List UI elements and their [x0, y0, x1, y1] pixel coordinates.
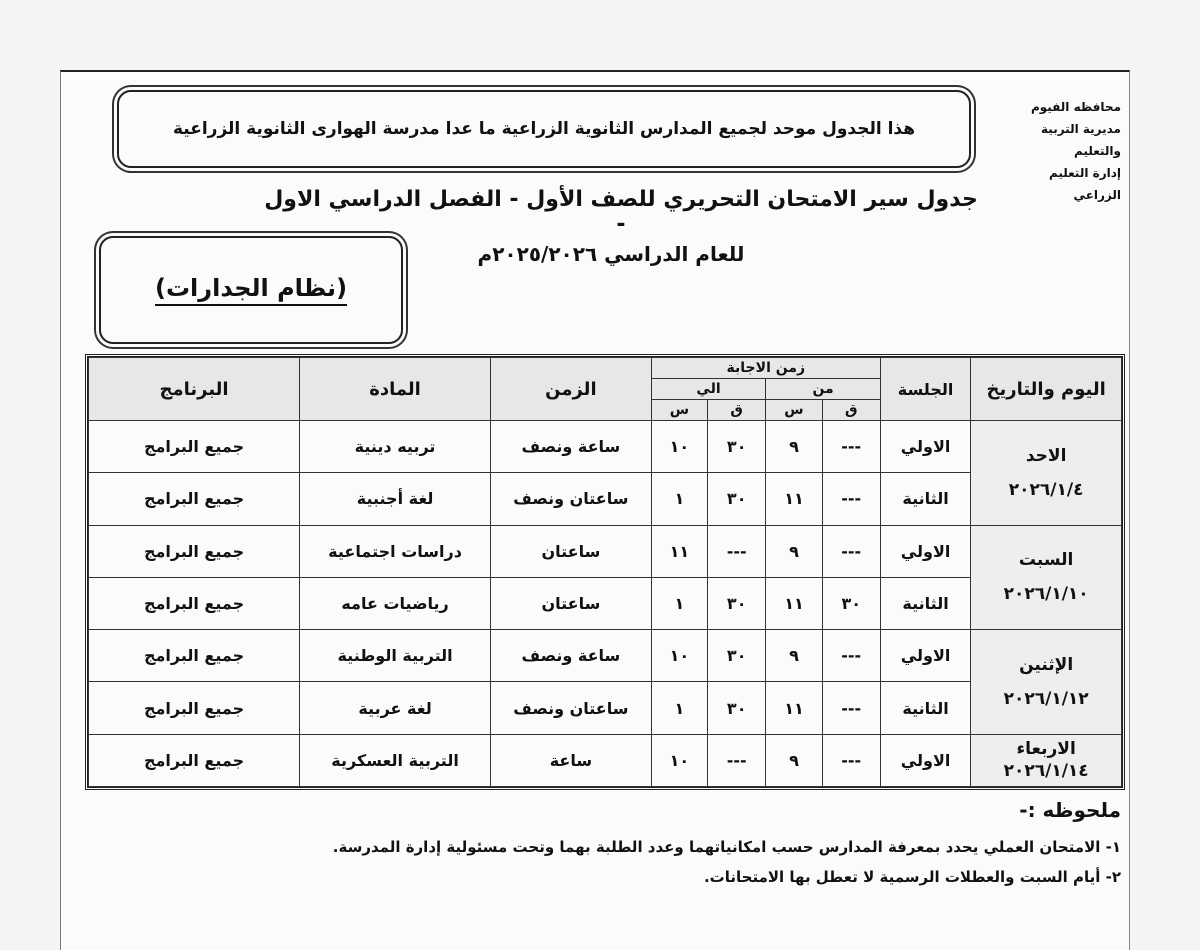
- notice-text: هذا الجدول موحد لجميع المدارس الثانوية الزراعية ما عدا مدرسة الهوارى الثانوية الزراعية: [172, 119, 916, 139]
- administration-label: إدارة التعليم الزراعي: [1048, 166, 1121, 202]
- from-minutes-cell: ---: [822, 630, 880, 682]
- to-hours-cell: ١: [651, 577, 707, 629]
- header-from-minutes: ق: [822, 400, 880, 421]
- system-label: (نظام الجدارات): [155, 274, 347, 306]
- to-hours-cell: ١٠: [651, 630, 707, 682]
- system-box: [99, 236, 403, 344]
- to-minutes-cell: ---: [708, 734, 766, 786]
- session-cell: الاولي: [880, 421, 970, 473]
- to-minutes-cell: ٣٠: [708, 421, 766, 473]
- program-cell: جميع البرامج: [89, 525, 300, 577]
- from-minutes-cell: ---: [822, 682, 880, 734]
- schedule-table: [88, 357, 1122, 787]
- table-row: [89, 421, 1122, 473]
- day-cell: [971, 525, 1122, 630]
- header-subject: المادة: [300, 358, 491, 421]
- subject-cell: التربية الوطنية: [300, 630, 491, 682]
- duration-cell: ساعتان: [491, 525, 652, 577]
- day-date: ٢٠٢٦/١/١٠: [1003, 584, 1089, 605]
- program-cell: جميع البرامج: [89, 734, 300, 786]
- day-cell: [971, 630, 1122, 735]
- from-hours-cell: ١١: [766, 682, 822, 734]
- day-cell: [971, 421, 1122, 526]
- to-hours-cell: ١: [651, 682, 707, 734]
- day-name: السبت: [1018, 550, 1074, 571]
- duration-cell: ساعتان ونصف: [491, 473, 652, 525]
- program-cell: جميع البرامج: [89, 577, 300, 629]
- directorate-label: مديرية التربية والتعليم: [1041, 122, 1121, 158]
- duration-cell: ساعة ونصف: [491, 421, 652, 473]
- header-program: البرنامج: [89, 358, 300, 421]
- session-cell: الثانية: [880, 577, 970, 629]
- from-minutes-cell: ---: [822, 525, 880, 577]
- table-row: [89, 734, 1122, 786]
- to-hours-cell: ١٠: [651, 734, 707, 786]
- from-hours-cell: ٩: [766, 421, 822, 473]
- to-hours-cell: ١١: [651, 525, 707, 577]
- notes-section: [101, 798, 1121, 892]
- from-minutes-cell: ٣٠: [822, 577, 880, 629]
- day-name: الاربعاء: [1016, 739, 1076, 760]
- academic-year: للعام الدراسي ٢٠٢٥/٢٠٢٦م: [477, 242, 745, 266]
- header-to-minutes: ق: [708, 400, 766, 421]
- table-row: [89, 630, 1122, 682]
- from-hours-cell: ١١: [766, 473, 822, 525]
- table-row: [89, 473, 1122, 525]
- governorate-label: محافظه الفيوم: [1030, 100, 1121, 114]
- session-cell: الاولي: [880, 734, 970, 786]
- schedule-title: جدول سير الامتحان التحريري للصف الأول - الفصل الدراسي الاول -: [264, 187, 978, 237]
- note-item: ١- الامتحان العملي يحدد بمعرفة المدارس حسب امكانياتهما وعدد الطلبة بهما وتحت مسئولية إدارة المدرسة.: [332, 838, 1121, 856]
- to-minutes-cell: ٣٠: [708, 682, 766, 734]
- from-hours-cell: ٩: [766, 630, 822, 682]
- from-hours-cell: ٩: [766, 525, 822, 577]
- day-date: ٢٠٢٦/١/٤: [1008, 479, 1084, 500]
- header-duration: الزمن: [491, 358, 652, 421]
- day-name: الاحد: [1025, 445, 1067, 466]
- subject-cell: لغة أجنبية: [300, 473, 491, 525]
- from-minutes-cell: ---: [822, 473, 880, 525]
- subject-cell: تربيه دينية: [300, 421, 491, 473]
- header-to-hours: س: [651, 400, 707, 421]
- program-cell: جميع البرامج: [89, 473, 300, 525]
- header-answer-time: زمن الاجابة: [651, 358, 880, 379]
- subject-cell: التربية العسكرية: [300, 734, 491, 786]
- to-hours-cell: ١٠: [651, 421, 707, 473]
- to-hours-cell: ١: [651, 473, 707, 525]
- duration-cell: ساعة: [491, 734, 652, 786]
- table-row: [89, 577, 1122, 629]
- subject-cell: دراسات اجتماعية: [300, 525, 491, 577]
- notes-title: ملحوظه :-: [1019, 798, 1121, 822]
- from-hours-cell: ١١: [766, 577, 822, 629]
- session-cell: الاولي: [880, 525, 970, 577]
- day-date: ٢٠٢٦/١/١٤: [1003, 761, 1089, 782]
- issuer-block: [1001, 96, 1121, 206]
- header-session: الجلسة: [880, 358, 970, 421]
- header-to: الي: [651, 379, 766, 400]
- program-cell: جميع البرامج: [89, 421, 300, 473]
- session-cell: الاولي: [880, 630, 970, 682]
- duration-cell: ساعة ونصف: [491, 630, 652, 682]
- from-minutes-cell: ---: [822, 421, 880, 473]
- session-cell: الثانية: [880, 473, 970, 525]
- note-item: ٢- أيام السبت والعطلات الرسمية لا تعطل بها الامتحانات.: [703, 868, 1121, 886]
- to-minutes-cell: ---: [708, 525, 766, 577]
- header-day-date: اليوم والتاريخ: [971, 358, 1122, 421]
- notice-box: [117, 90, 971, 168]
- header-from: من: [766, 379, 881, 400]
- schedule-table-frame: [85, 354, 1125, 790]
- duration-cell: ساعتان: [491, 577, 652, 629]
- program-cell: جميع البرامج: [89, 630, 300, 682]
- header-from-hours: س: [766, 400, 822, 421]
- subject-cell: رياضيات عامه: [300, 577, 491, 629]
- from-hours-cell: ٩: [766, 734, 822, 786]
- program-cell: جميع البرامج: [89, 682, 300, 734]
- to-minutes-cell: ٣٠: [708, 473, 766, 525]
- day-name: الإثنين: [1019, 654, 1074, 675]
- day-date: ٢٠٢٦/١/١٢: [1003, 688, 1089, 709]
- day-cell: [971, 734, 1122, 786]
- to-minutes-cell: ٣٠: [708, 630, 766, 682]
- from-minutes-cell: ---: [822, 734, 880, 786]
- document-page: [60, 70, 1130, 950]
- session-cell: الثانية: [880, 682, 970, 734]
- table-row: [89, 682, 1122, 734]
- table-row: [89, 525, 1122, 577]
- subject-cell: لغة عربية: [300, 682, 491, 734]
- duration-cell: ساعتان ونصف: [491, 682, 652, 734]
- to-minutes-cell: ٣٠: [708, 577, 766, 629]
